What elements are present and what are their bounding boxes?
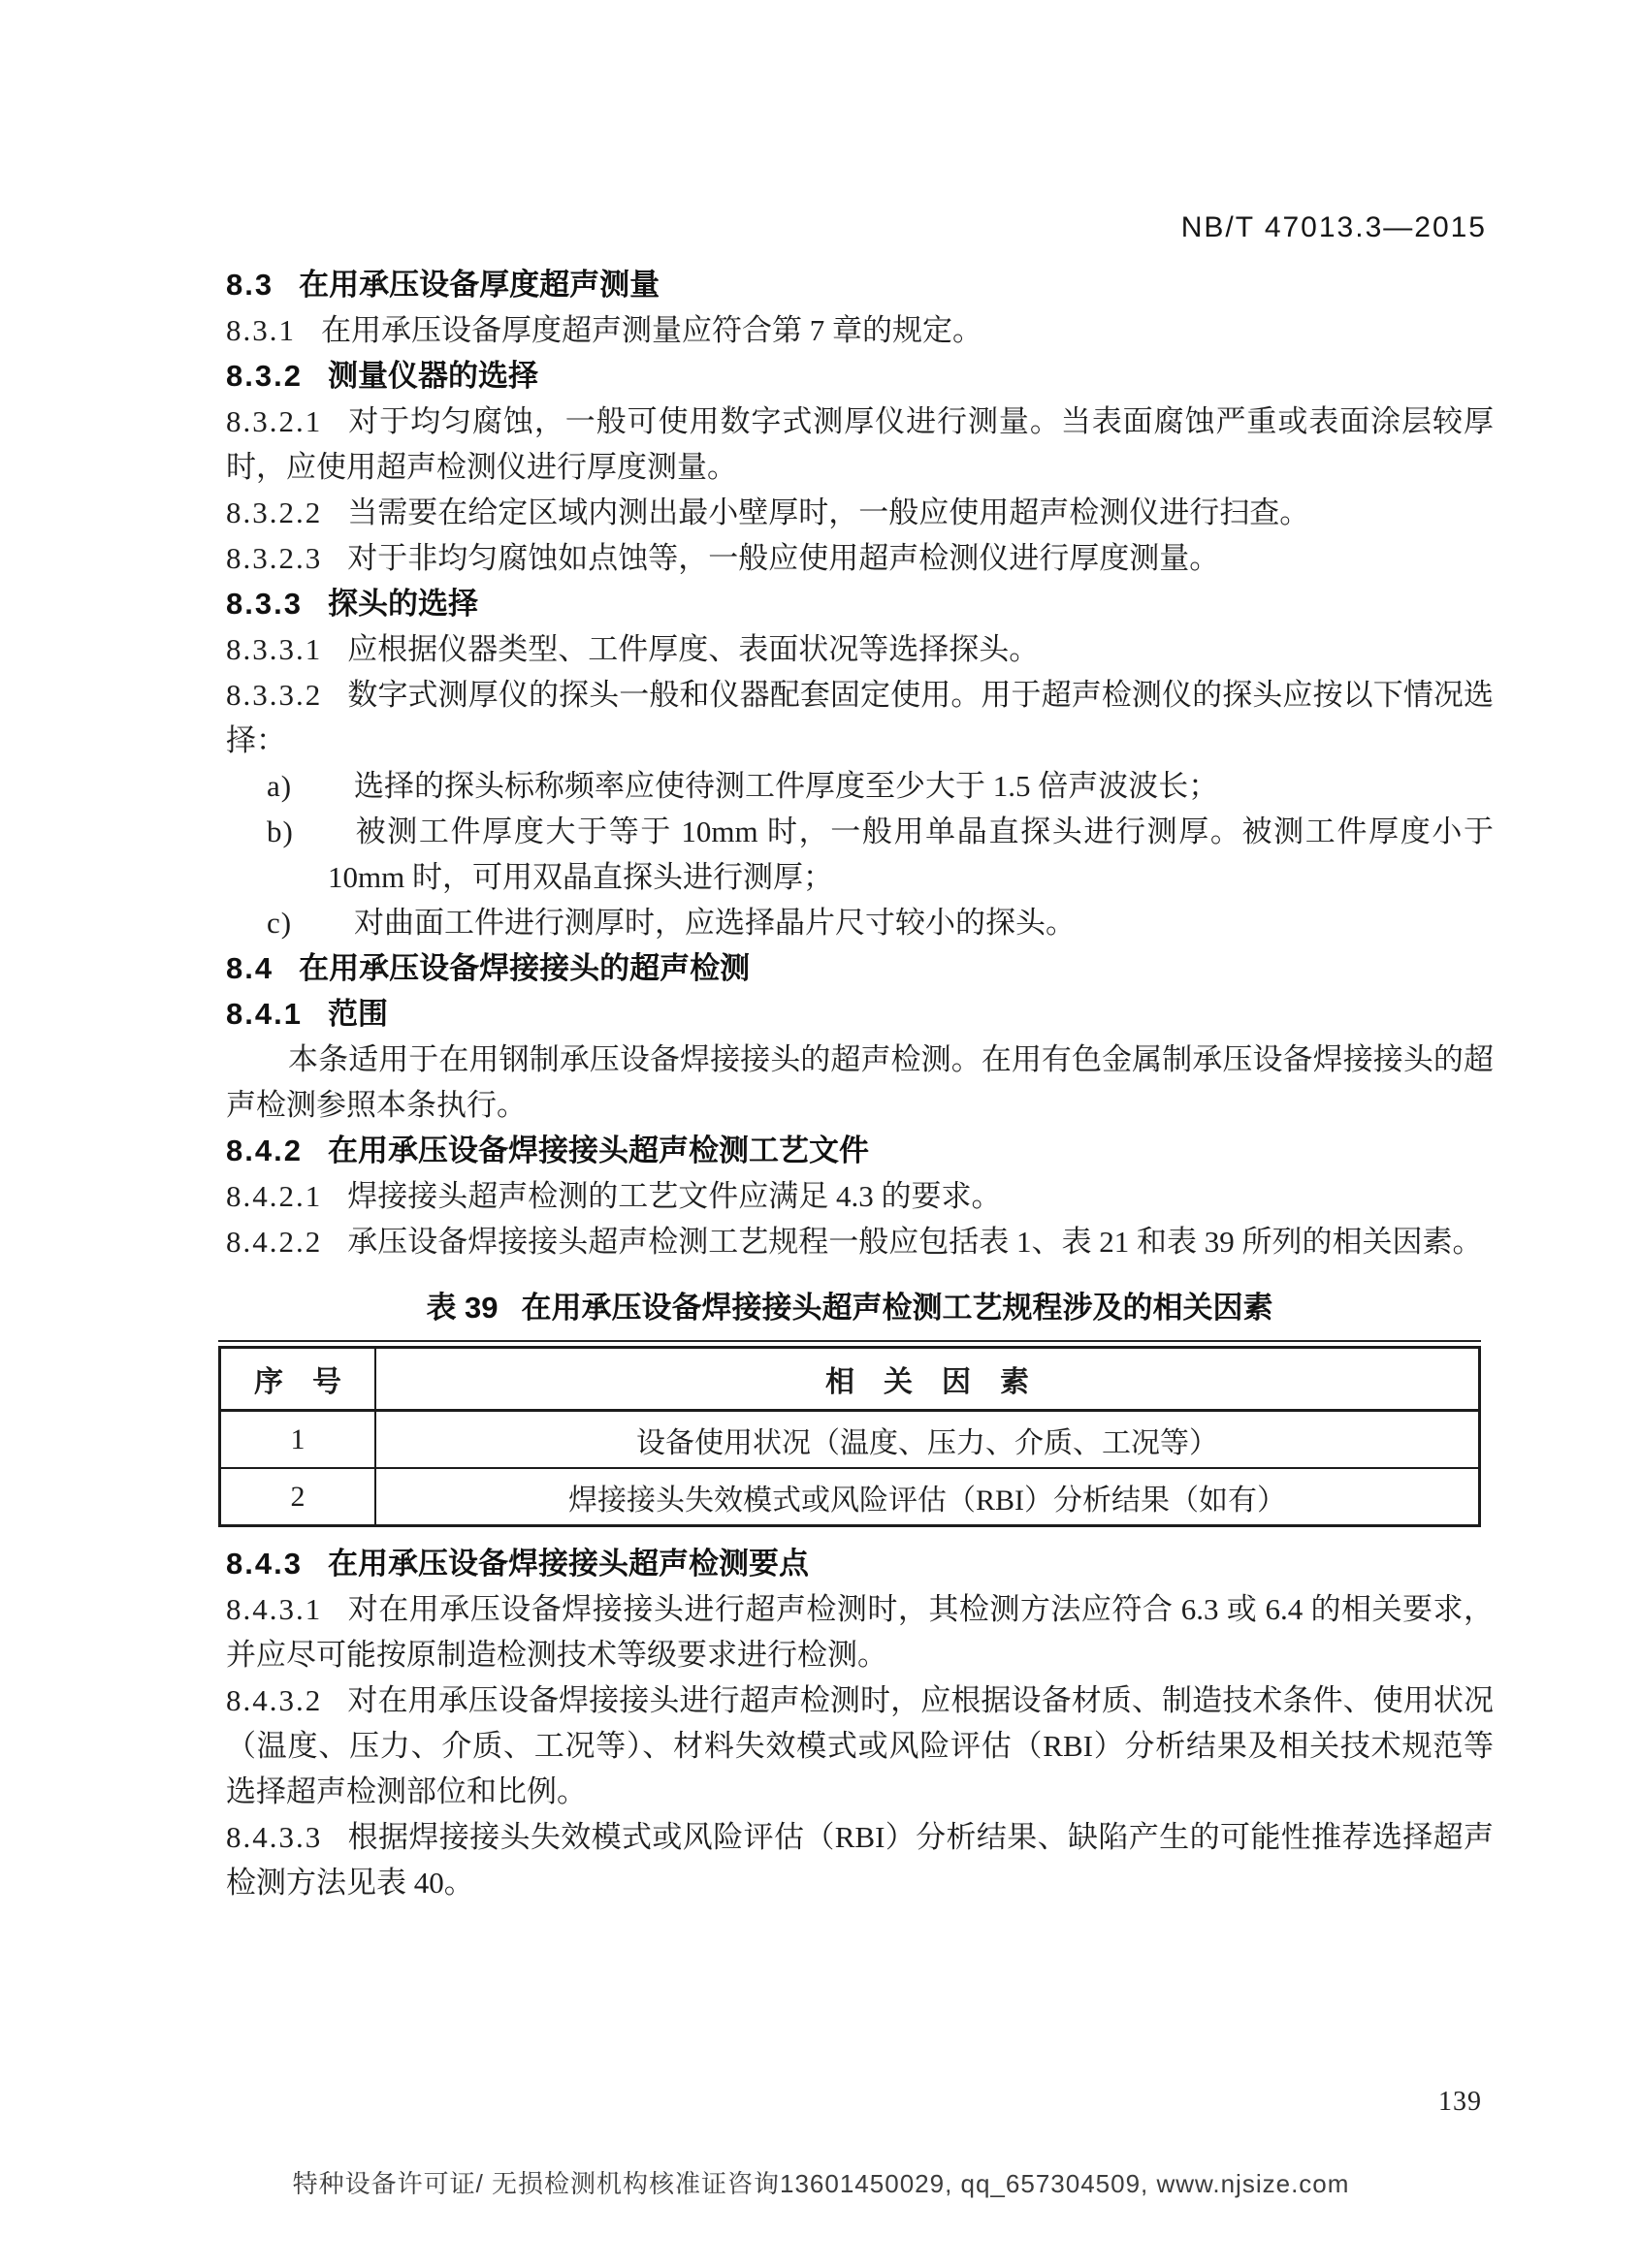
clause-number: 8.4.3.2	[226, 1683, 323, 1717]
clause-8-3-2-3	[226, 535, 1494, 581]
table-39-outer-rule	[218, 1340, 1481, 1527]
clause-number: 8.4.1	[226, 997, 303, 1031]
clause-number: 8.3.2	[226, 359, 303, 393]
table-header-row	[220, 1348, 1480, 1411]
clause-text: 在用承压设备焊接接头的超声检测	[299, 951, 751, 985]
clause-8-3-3-2	[226, 672, 1494, 763]
clause-number: 8.4.2	[226, 1134, 303, 1167]
clause-8-4-2-1	[226, 1173, 1494, 1219]
clause-text: 在用承压设备厚度超声测量应符合第 7 章的规定。	[321, 313, 982, 347]
table-39-block	[218, 1285, 1481, 1527]
clause-number: 8.3.2.3	[226, 541, 323, 575]
clause-8-4-3-heading	[226, 1541, 1494, 1586]
clause-text: 对于非均匀腐蚀如点蚀等，一般应使用超声检测仪进行厚度测量。	[347, 541, 1220, 575]
clause-8-4-2-heading	[226, 1128, 1494, 1173]
clause-number: 8.3.2.2	[226, 495, 323, 529]
clause-text: 应根据仪器类型、工件厚度、表面状况等选择探头。	[347, 632, 1040, 666]
list-item-b	[226, 809, 1494, 900]
cell-factor-1: 设备使用状况（温度、压力、介质、工况等）	[375, 1411, 1480, 1469]
clause-text: 探头的选择	[327, 587, 478, 621]
clause-text: 焊接接头超声检测的工艺文件应满足 4.3 的要求。	[347, 1179, 1002, 1213]
cell-index-2: 2	[220, 1468, 376, 1526]
clause-8-4-1-body: 本条适用于在用钢制承压设备焊接接头的超声检测。在用有色金属制承压设备焊接接头的超声检测参照本条执行。	[226, 1042, 1494, 1122]
clause-8-3-heading	[226, 262, 1494, 307]
clause-text: 在用承压设备厚度超声测量	[299, 268, 660, 302]
clause-text: 根据焊接接头失效模式或风险评估（RBI）分析结果、缺陷产生的可能性推荐选择超声检测方法见表 40。	[226, 1820, 1494, 1900]
list-text: 被测工件厚度大于等于 10mm 时，一般用单晶直探头进行测厚。被测工件厚度小于 10mm 时，可用双晶直探头进行测厚；	[328, 815, 1494, 894]
table-row	[220, 1468, 1480, 1526]
clause-number: 8.4.2.1	[226, 1179, 323, 1213]
list-marker: a)	[267, 769, 293, 803]
list-item-c	[226, 900, 1494, 945]
clause-8-3-2-1	[226, 399, 1494, 490]
list-marker: b)	[267, 815, 294, 848]
table-39-title	[218, 1285, 1481, 1330]
column-header-factor: 相 关 因 素	[375, 1348, 1480, 1411]
clause-number: 8.4.3.1	[226, 1592, 323, 1626]
clause-text: 在用承压设备焊接接头超声检测要点	[327, 1547, 809, 1581]
clause-number: 8.3	[226, 268, 274, 302]
table-39	[218, 1346, 1481, 1527]
clause-number: 8.4.3	[226, 1547, 303, 1581]
clause-8-3-1	[226, 307, 1494, 353]
list-item-a	[226, 763, 1494, 809]
clause-8-4-2-2	[226, 1219, 1494, 1264]
clause-text: 对在用承压设备焊接接头进行超声检测时，应根据设备材质、制造技术条件、使用状况（温度、压力、介质、工况等）、材料失效模式或风险评估（RBI）分析结果及相关技术规范等选择超声检测部位和比例。	[226, 1683, 1494, 1808]
clause-text: 对于均匀腐蚀，一般可使用数字式测厚仪进行测量。当表面腐蚀严重或表面涂层较厚时，应使用超声检测仪进行厚度测量。	[226, 404, 1494, 484]
clause-number: 8.4.3.3	[226, 1820, 323, 1854]
list-marker: c)	[267, 906, 293, 940]
table-39-caption: 在用承压设备焊接接头超声检测工艺规程涉及的相关因素	[521, 1291, 1273, 1325]
clause-number: 8.4	[226, 951, 274, 985]
cell-factor-2: 焊接接头失效模式或风险评估（RBI）分析结果（如有）	[567, 1484, 1286, 1517]
list-text: 选择的探头标称频率应使待测工件厚度至少大于 1.5 倍声波波长；	[354, 769, 1219, 803]
clause-8-4-3-1	[226, 1586, 1494, 1677]
clause-8-3-2-2	[226, 490, 1494, 535]
clause-8-3-2-heading	[226, 353, 1494, 399]
clause-number: 8.3.3.2	[226, 678, 323, 712]
clause-text: 范围	[327, 997, 388, 1031]
column-header-index: 序 号	[220, 1348, 376, 1411]
clause-number: 8.4.2.2	[226, 1225, 323, 1259]
table-row	[220, 1411, 1480, 1469]
clause-number: 8.3.1	[226, 313, 296, 347]
table-39-label: 表 39	[426, 1291, 499, 1325]
clause-text: 测量仪器的选择	[327, 359, 538, 393]
cell-index-1: 1	[220, 1411, 376, 1469]
clause-8-4-heading	[226, 945, 1494, 991]
list-text: 对曲面工件进行测厚时，应选择晶片尺寸较小的探头。	[354, 906, 1076, 940]
standard-number: NB/T 47013.3—2015	[1180, 211, 1487, 243]
footer-watermark: 特种设备许可证/ 无损检测机构核准证咨询13601450029, qq_657304509, www.njsize.com	[292, 2169, 1350, 2198]
clause-text: 承压设备焊接接头超声检测工艺规程一般应包括表 1、表 21 和表 39 所列的相关因素。	[347, 1225, 1483, 1259]
clause-text: 在用承压设备焊接接头超声检测工艺文件	[327, 1134, 869, 1167]
page-content	[226, 262, 1494, 1905]
clause-8-4-3-3	[226, 1814, 1494, 1905]
clause-text: 对在用承压设备焊接接头进行超声检测时，其检测方法应符合 6.3 或 6.4 的相关要求，并应尽可能按原制造检测技术等级要求进行检测。	[226, 1592, 1494, 1672]
clause-8-4-1-heading	[226, 991, 1494, 1037]
page-number: 139	[1438, 2087, 1482, 2117]
clause-number: 8.3.3	[226, 587, 303, 621]
clause-number: 8.3.2.1	[226, 404, 323, 438]
clause-number: 8.3.3.1	[226, 632, 323, 666]
clause-8-4-3-2	[226, 1677, 1494, 1814]
clause-text: 当需要在给定区域内测出最小壁厚时，一般应使用超声检测仪进行扫查。	[347, 495, 1310, 529]
clause-8-3-3-heading	[226, 581, 1494, 626]
clause-8-3-3-1	[226, 626, 1494, 672]
clause-text: 数字式测厚仪的探头一般和仪器配套固定使用。用于超声检测仪的探头应按以下情况选择：	[226, 678, 1494, 757]
